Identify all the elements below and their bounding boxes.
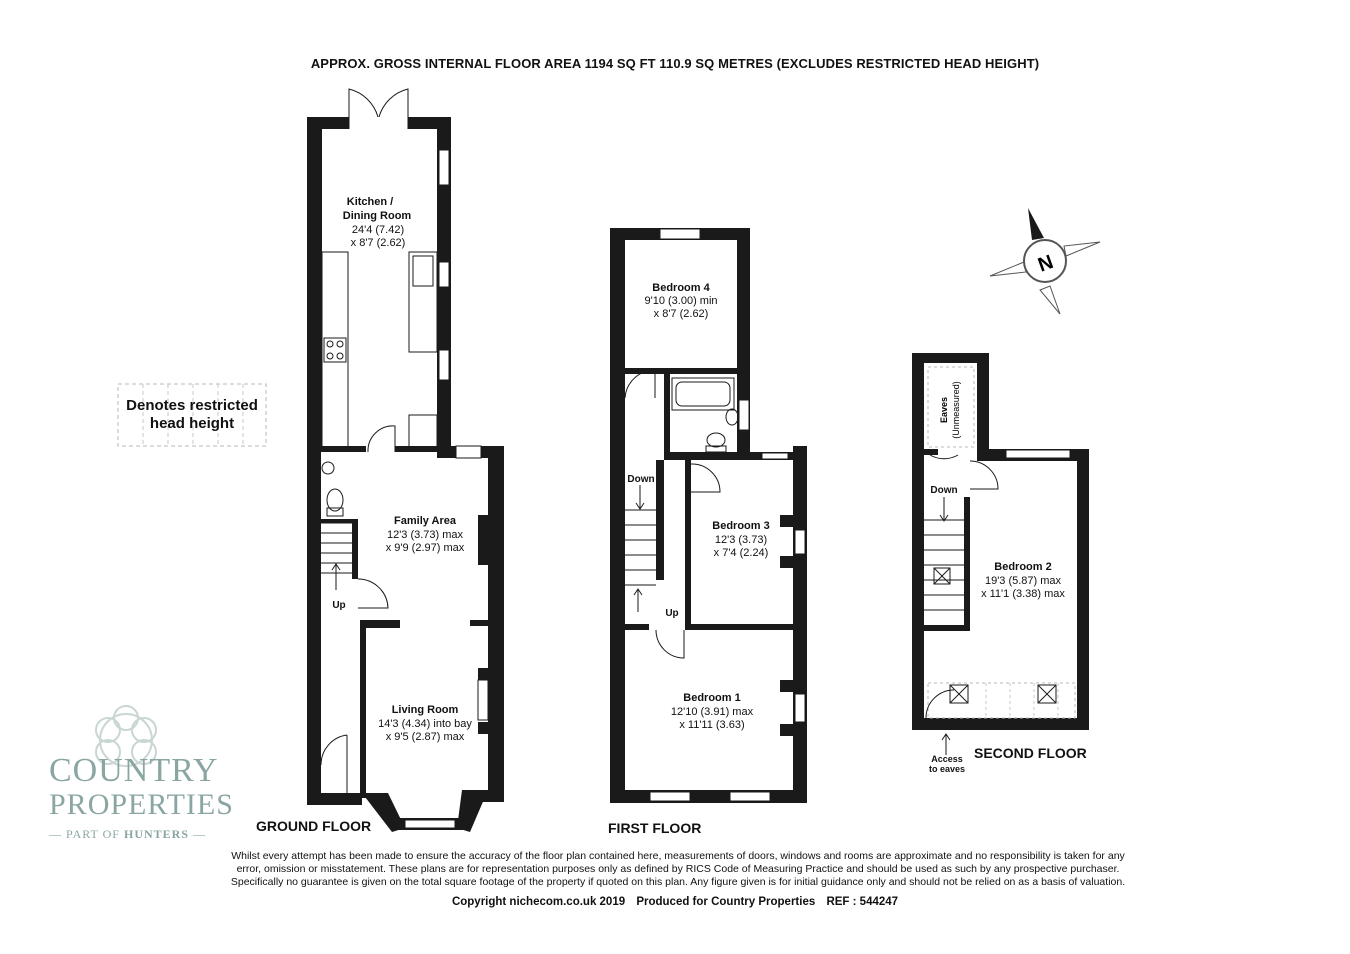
- room-name-bedroom-3: Bedroom 3: [712, 520, 770, 532]
- second-floor-label: SECOND FLOOR: [974, 745, 1087, 761]
- logo-subtitle: — PART OF HUNTERS —: [49, 827, 206, 841]
- room-dim-bedroom-2-2: x 11'1 (3.38) max: [981, 588, 1065, 600]
- disclaimer-line-1: Whilst every attempt has been made to ensure the accuracy of the floor plan contained here, measurements of doors, windows and rooms are approximate and no responsibility is taken for any: [231, 850, 1125, 862]
- room-dim-bedroom-4-2: x 8'7 (2.62): [653, 308, 709, 320]
- disclaimer-line-2: error, omission or misstatement. These plans are for representation purposes only as defined by RICS Code of Measuring Practice and should be used as such by any prospective purchaser.: [236, 863, 1120, 875]
- stairs-down-first: Down: [627, 474, 655, 485]
- access-eaves-2: to eaves: [928, 764, 966, 774]
- first-floor-label: FIRST FLOOR: [608, 820, 702, 836]
- room-dim-family-area-1: 12'3 (3.73) max: [386, 529, 464, 541]
- stairs-up-first: Up: [665, 608, 679, 619]
- room-name-kitchen-2: Dining Room: [342, 210, 412, 222]
- stairs-up-ground: Up: [332, 600, 346, 611]
- footer-produced: Produced for Country Properties: [636, 896, 816, 908]
- ground-floor-fixtures: [321, 89, 437, 795]
- room-dim-bedroom-1-1: 12'10 (3.91) max: [670, 706, 754, 718]
- logo-brand: HUNTERS: [123, 827, 189, 841]
- disclaimer-text: [190, 850, 1166, 889]
- floor-area-title: APPROX. GROSS INTERNAL FLOOR AREA 1194 SQ FT 110.9 SQ METRES (EXCLUDES RESTRICTED HEAD HEIGHT): [310, 56, 1040, 71]
- room-dim-living-room-2: x 9'5 (2.87) max: [385, 731, 465, 743]
- room-dim-living-room-1: 14'3 (4.34) into bay: [378, 718, 472, 730]
- ground-floor-label: GROUND FLOOR: [256, 818, 372, 834]
- room-dim-bedroom-1-2: x 11'11 (3.63): [679, 719, 745, 731]
- room-name-bedroom-1: Bedroom 1: [683, 692, 741, 704]
- room-dim-bedroom-3-2: x 7'4 (2.24): [713, 547, 769, 559]
- logo-part-of: PART OF: [66, 827, 120, 841]
- eaves-label-2: (Unmeasured): [951, 381, 961, 439]
- room-dim-bedroom-3-1: 12'3 (3.73): [714, 534, 768, 546]
- legend-line-2: head height: [149, 415, 235, 432]
- restricted-legend-text: [116, 397, 268, 433]
- room-dim-bedroom-4-1: 9'10 (3.00) min: [644, 295, 718, 307]
- room-name-bedroom-4: Bedroom 4: [652, 282, 710, 294]
- room-dim-family-area-2: x 9'9 (2.97) max: [385, 542, 465, 554]
- eaves-label-1: Eaves: [939, 396, 949, 424]
- logo-word-country: COUNTRY: [49, 752, 219, 789]
- room-dim-kitchen-1: 24'4 (7.42): [351, 224, 405, 236]
- room-name-bedroom-2: Bedroom 2: [994, 561, 1052, 573]
- first-floor-fixtures: [625, 370, 738, 658]
- footer-ref: REF : 544247: [826, 896, 899, 908]
- room-name-family-area: Family Area: [394, 515, 456, 527]
- footer-copyright: Copyright nichecom.co.uk 2019: [451, 896, 626, 908]
- stairs-down-second: Down: [930, 485, 958, 496]
- room-name-living-room: Living Room: [391, 704, 459, 716]
- legend-line-1: Denotes restricted: [126, 397, 258, 414]
- room-name-kitchen: Kitchen /: [346, 196, 394, 208]
- room-dim-bedroom-2-1: 19'3 (5.87) max: [984, 575, 1062, 587]
- disclaimer-line-3: Specifically no guarantee is given on the total square footage of the property if quoted on this plan. Any figure given is for initial guidance only and should not be relied on as a basis of valuation.: [230, 876, 1126, 888]
- access-eaves-1: Access: [931, 754, 963, 764]
- room-dim-kitchen-2: x 8'7 (2.62): [350, 237, 406, 249]
- footer-credits: [0, 896, 1350, 908]
- compass-letter: N: [1035, 251, 1057, 277]
- logo-word-properties: PROPERTIES: [49, 788, 234, 821]
